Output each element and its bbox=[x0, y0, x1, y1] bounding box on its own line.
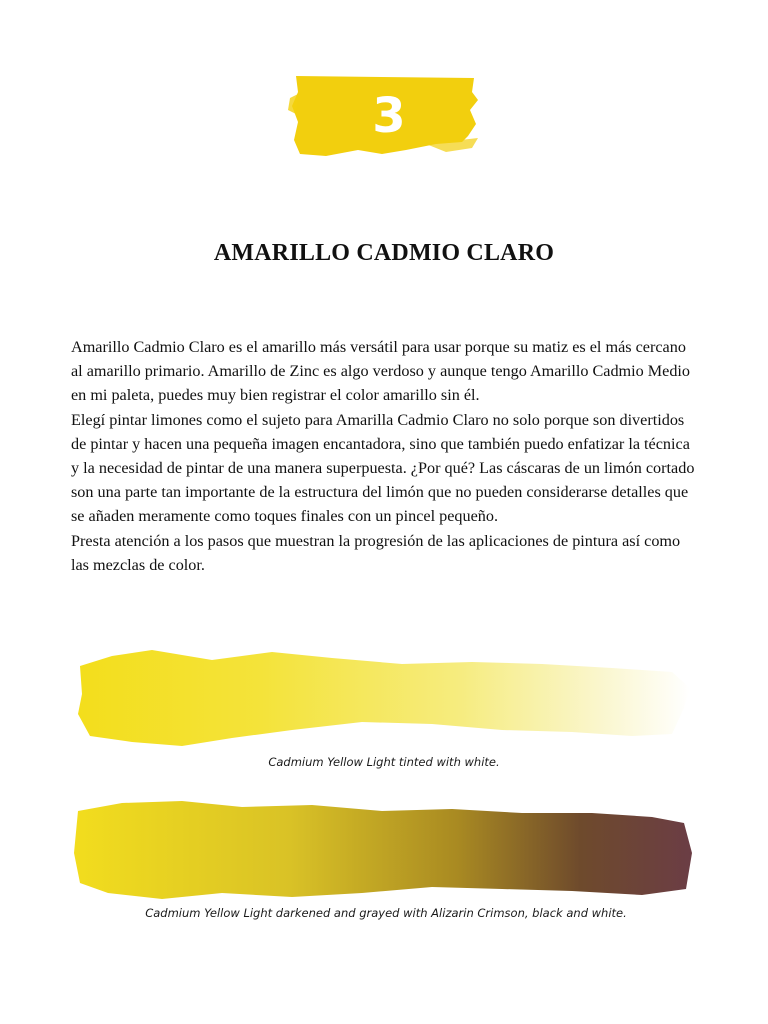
paragraph: Amarillo Cadmio Claro es el amarillo más versátil para usar porque su matiz es el más cercano al amarillo primario. Amarillo de Zinc es algo verdoso y aunque tengo Amarillo Cadmio Medio en mi paleta, puedes muy bien registrar el color amarillo sin él. bbox=[71, 338, 691, 405]
step-number: 3 bbox=[372, 88, 406, 144]
step-number-badge bbox=[286, 70, 482, 162]
page-title: AMARILLO CADMIO CLARO bbox=[213, 240, 555, 266]
paragraph: Elegí pintar limones como el sujeto para Amarilla Cadmio Claro no solo porque son divertidos de pintar y hacen una pequeña imagen encantadora, sino que también puedo enfatizar la técnica y la necesidad de pintar de una manera superpuesta. ¿Por qué? Las cáscaras de un limón cortado son una parte tan importante de la estructura del limón que no pueden considerarse detalles que se añaden meramente como toques finales con un pincel pequeño. bbox=[71, 410, 695, 526]
body-text bbox=[71, 335, 701, 577]
swatch-caption: Cadmium Yellow Light darkened and grayed with Alizarin Crimson, black and white. bbox=[145, 906, 627, 920]
swatch-stroke bbox=[78, 650, 690, 746]
swatch-caption: Cadmium Yellow Light tinted with white. bbox=[268, 755, 500, 769]
paragraph: Presta atención a los pasos que muestran la progresión de las aplicaciones de pintura así como las mezclas de color. bbox=[71, 531, 681, 574]
swatch-stroke bbox=[74, 801, 692, 899]
paint-swatch-white-tint bbox=[72, 638, 696, 750]
paint-swatch-darkened bbox=[72, 793, 696, 903]
